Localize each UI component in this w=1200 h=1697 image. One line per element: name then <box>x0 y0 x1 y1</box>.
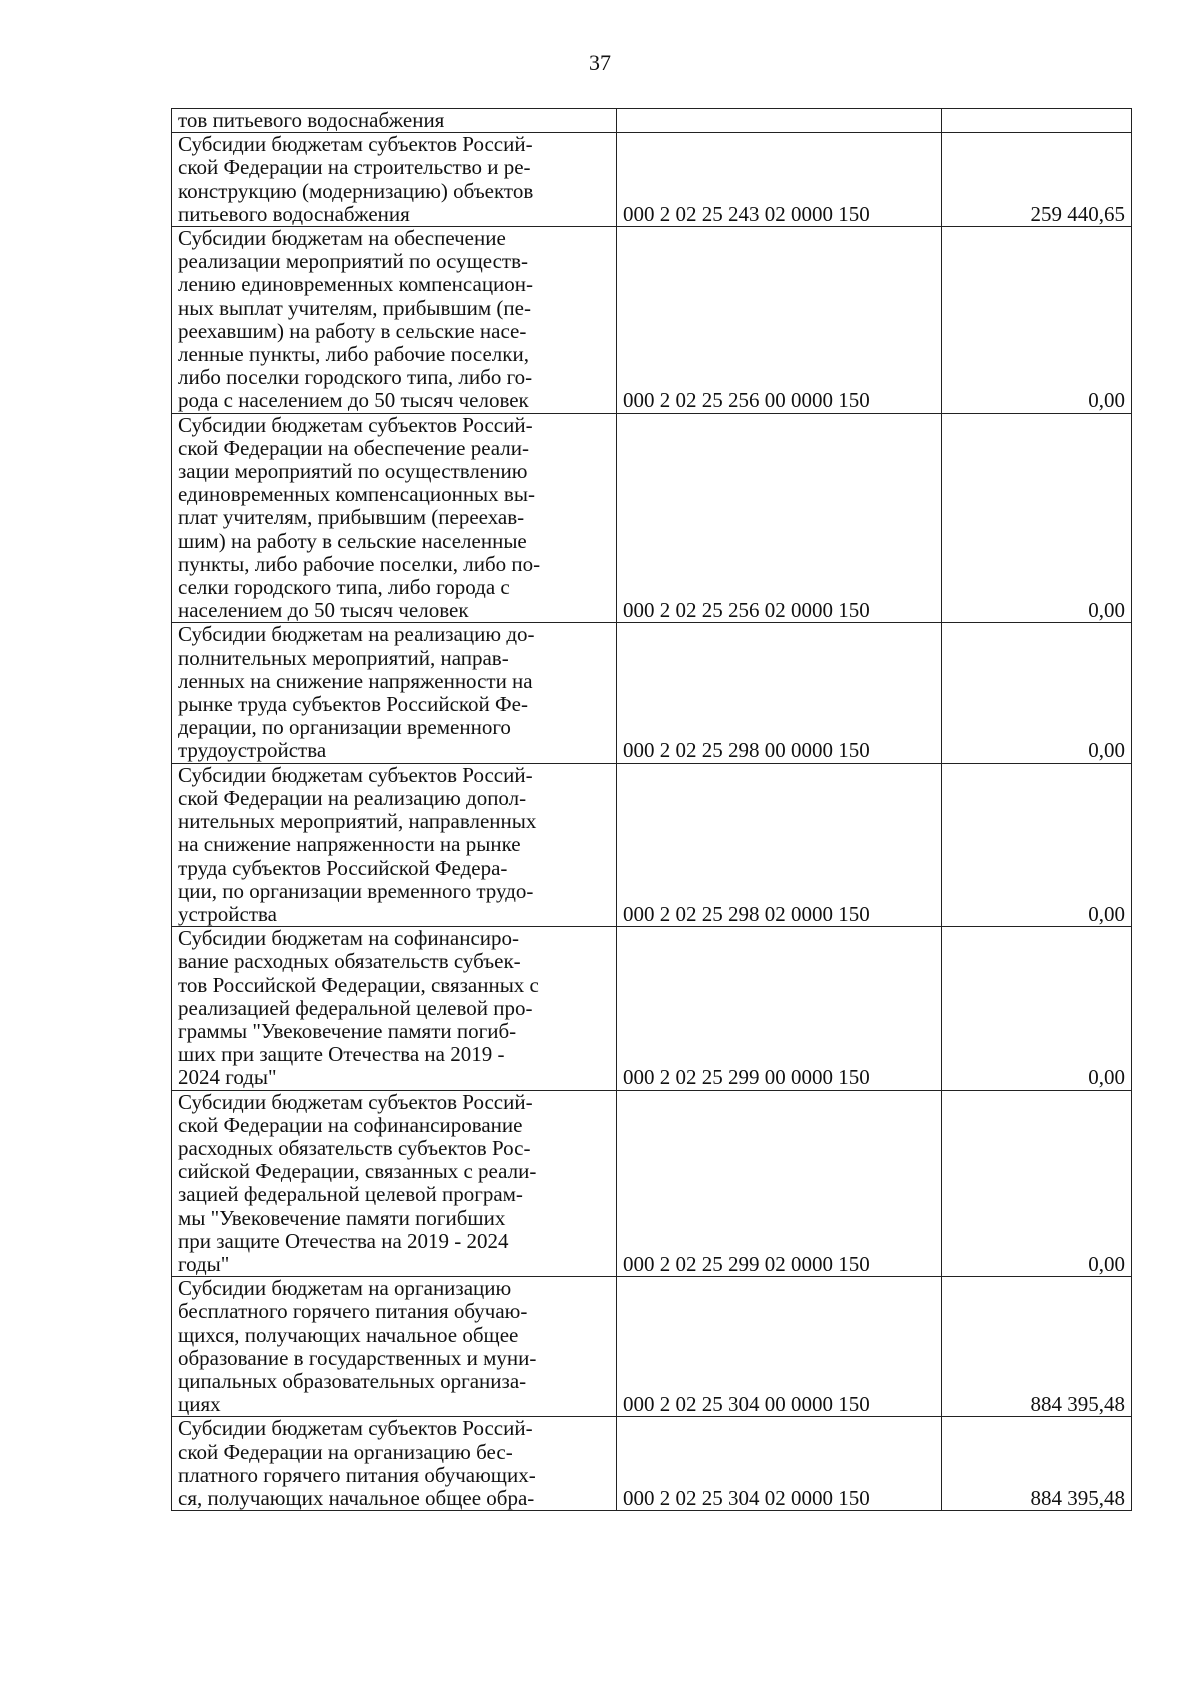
row-description <box>172 413 617 623</box>
description-line: ской Федерации на обеспечение реали- <box>178 435 530 460</box>
description-line: годы" <box>178 1251 230 1276</box>
amount-value: 884 395,48 <box>942 1417 1132 1511</box>
page-number: 37 <box>589 50 611 75</box>
row-description <box>172 927 617 1090</box>
description-line: Субсидии бюджетам субъектов Россий- <box>178 412 533 437</box>
description-line: труда субъектов Российской Федера- <box>178 855 508 880</box>
budget-classification-code <box>617 109 942 133</box>
budget-classification-code: 000 2 02 25 304 02 0000 150 <box>617 1417 942 1511</box>
row-description <box>172 623 617 763</box>
amount-value: 0,00 <box>942 623 1132 763</box>
description-line: Субсидии бюджетам субъектов Россий- <box>178 762 533 787</box>
budget-classification-code: 000 2 02 25 256 00 0000 150 <box>617 227 942 414</box>
description-line: Субсидии бюджетам на обеспечение <box>178 226 506 251</box>
row-description <box>172 1090 617 1277</box>
amount-value <box>942 109 1132 133</box>
amount-value: 259 440,65 <box>942 133 1132 227</box>
description-line: Субсидии бюджетам субъектов Россий- <box>178 132 533 157</box>
description-line: трудоустройства <box>178 738 327 763</box>
table-row <box>172 133 1132 227</box>
budget-classification-code: 000 2 02 25 299 00 0000 150 <box>617 927 942 1090</box>
description-line: конструкцию (модернизацию) объектов <box>178 178 534 203</box>
description-line: при защите Отечества на 2019 - 2024 <box>178 1228 509 1253</box>
description-line: ленных на снижение напряженности на <box>178 668 533 693</box>
description-line: ской Федерации на строительство и ре- <box>178 155 531 180</box>
description-line: Субсидии бюджетам на софинансиро- <box>178 926 520 951</box>
row-description <box>172 109 617 133</box>
amount-value: 884 395,48 <box>942 1277 1132 1417</box>
description-line: образование в государственных и муни- <box>178 1345 537 1370</box>
description-line: либо поселки городского типа, либо го- <box>178 365 533 390</box>
description-line: зации мероприятий по осуществлению <box>178 459 528 484</box>
description-line: населением до 50 тысяч человек <box>178 598 469 623</box>
amount-value: 0,00 <box>942 227 1132 414</box>
amount-value: 0,00 <box>942 763 1132 926</box>
description-line: ской Федерации на организацию бес- <box>178 1439 513 1464</box>
description-line: лению единовременных компенсацион- <box>178 272 534 297</box>
budget-classification-code: 000 2 02 25 299 02 0000 150 <box>617 1090 942 1277</box>
table-row <box>172 1417 1132 1511</box>
row-description <box>172 1277 617 1417</box>
description-line: питьевого водоснабжения <box>178 201 410 226</box>
description-line: рынке труда субъектов Российской Фе- <box>178 692 528 717</box>
table-body <box>172 109 1132 1511</box>
description-line: граммы "Увековечение памяти погиб- <box>178 1018 517 1043</box>
description-line: платного горячего питания обучающих- <box>178 1462 536 1487</box>
table-row <box>172 1090 1132 1277</box>
description-line: единовременных компенсационных вы- <box>178 482 535 507</box>
budget-revenue-table <box>171 108 1132 1511</box>
description-line: ципальных образовательных организа- <box>178 1368 527 1393</box>
description-line: Субсидии бюджетам субъектов Россий- <box>178 1416 533 1441</box>
amount-value: 0,00 <box>942 1090 1132 1277</box>
description-line: сийской Федерации, связанных с реали- <box>178 1159 537 1184</box>
description-line: селки городского типа, либо города с <box>178 575 510 600</box>
description-line: реализацией федеральной целевой про- <box>178 995 533 1020</box>
row-description <box>172 1417 617 1511</box>
budget-classification-code: 000 2 02 25 298 02 0000 150 <box>617 763 942 926</box>
description-line: ся, получающих начальное общее обра- <box>178 1485 535 1510</box>
row-description <box>172 133 617 227</box>
description-line: пункты, либо рабочие поселки, либо по- <box>178 551 541 576</box>
description-line: шим) на работу в сельские населенные <box>178 528 527 553</box>
description-line: полнительных мероприятий, направ- <box>178 645 509 670</box>
description-line: ции, по организации временного трудо- <box>178 878 534 903</box>
description-line: ных выплат учителям, прибывшим (пе- <box>178 295 531 320</box>
description-line: нительных мероприятий, направленных <box>178 809 537 834</box>
table-row <box>172 227 1132 414</box>
description-line: бесплатного горячего питания обучаю- <box>178 1299 528 1324</box>
table-row <box>172 413 1132 623</box>
table-row <box>172 763 1132 926</box>
description-line: Субсидии бюджетам на организацию <box>178 1276 512 1301</box>
table-row <box>172 623 1132 763</box>
description-line: реехавшим) на работу в сельские насе- <box>178 318 527 343</box>
description-line: мы "Увековечение памяти погибших <box>178 1205 506 1230</box>
description-line: ших при защите Отечества на 2019 - <box>178 1042 505 1067</box>
row-description <box>172 227 617 414</box>
description-line: Субсидии бюджетам на реализацию до- <box>178 622 535 647</box>
description-line: реализации мероприятий по осуществ- <box>178 249 529 274</box>
table-row <box>172 1277 1132 1417</box>
description-line: 2024 годы" <box>178 1065 277 1090</box>
description-line: Субсидии бюджетам субъектов Россий- <box>178 1089 533 1114</box>
description-line: тов питьевого водоснабжения <box>178 108 445 132</box>
description-line: расходных обязательств субъектов Рос- <box>178 1135 531 1160</box>
description-line: щихся, получающих начальное общее <box>178 1322 519 1347</box>
description-line: ленные пункты, либо рабочие поселки, <box>178 342 529 367</box>
table-row <box>172 927 1132 1090</box>
description-line: вание расходных обязательств субъек- <box>178 949 521 974</box>
description-line: рода с населением до 50 тысяч человек <box>178 388 529 413</box>
description-line: устройства <box>178 901 277 926</box>
row-description <box>172 763 617 926</box>
description-line: дерации, по организации временного <box>178 715 511 740</box>
description-line: зацией федеральной целевой програм- <box>178 1182 523 1207</box>
amount-value: 0,00 <box>942 413 1132 623</box>
budget-classification-code: 000 2 02 25 256 02 0000 150 <box>617 413 942 623</box>
description-line: на снижение напряженности на рынке <box>178 832 521 857</box>
amount-value: 0,00 <box>942 927 1132 1090</box>
description-line: плат учителям, прибывшим (переехав- <box>178 505 525 530</box>
description-line: ской Федерации на реализацию допол- <box>178 785 527 810</box>
description-line: циях <box>178 1392 221 1417</box>
budget-classification-code: 000 2 02 25 243 02 0000 150 <box>617 133 942 227</box>
description-line: ской Федерации на софинансирование <box>178 1112 523 1137</box>
description-line: тов Российской Федерации, связанных с <box>178 972 539 997</box>
budget-classification-code: 000 2 02 25 304 00 0000 150 <box>617 1277 942 1417</box>
table-row <box>172 109 1132 133</box>
budget-classification-code: 000 2 02 25 298 00 0000 150 <box>617 623 942 763</box>
